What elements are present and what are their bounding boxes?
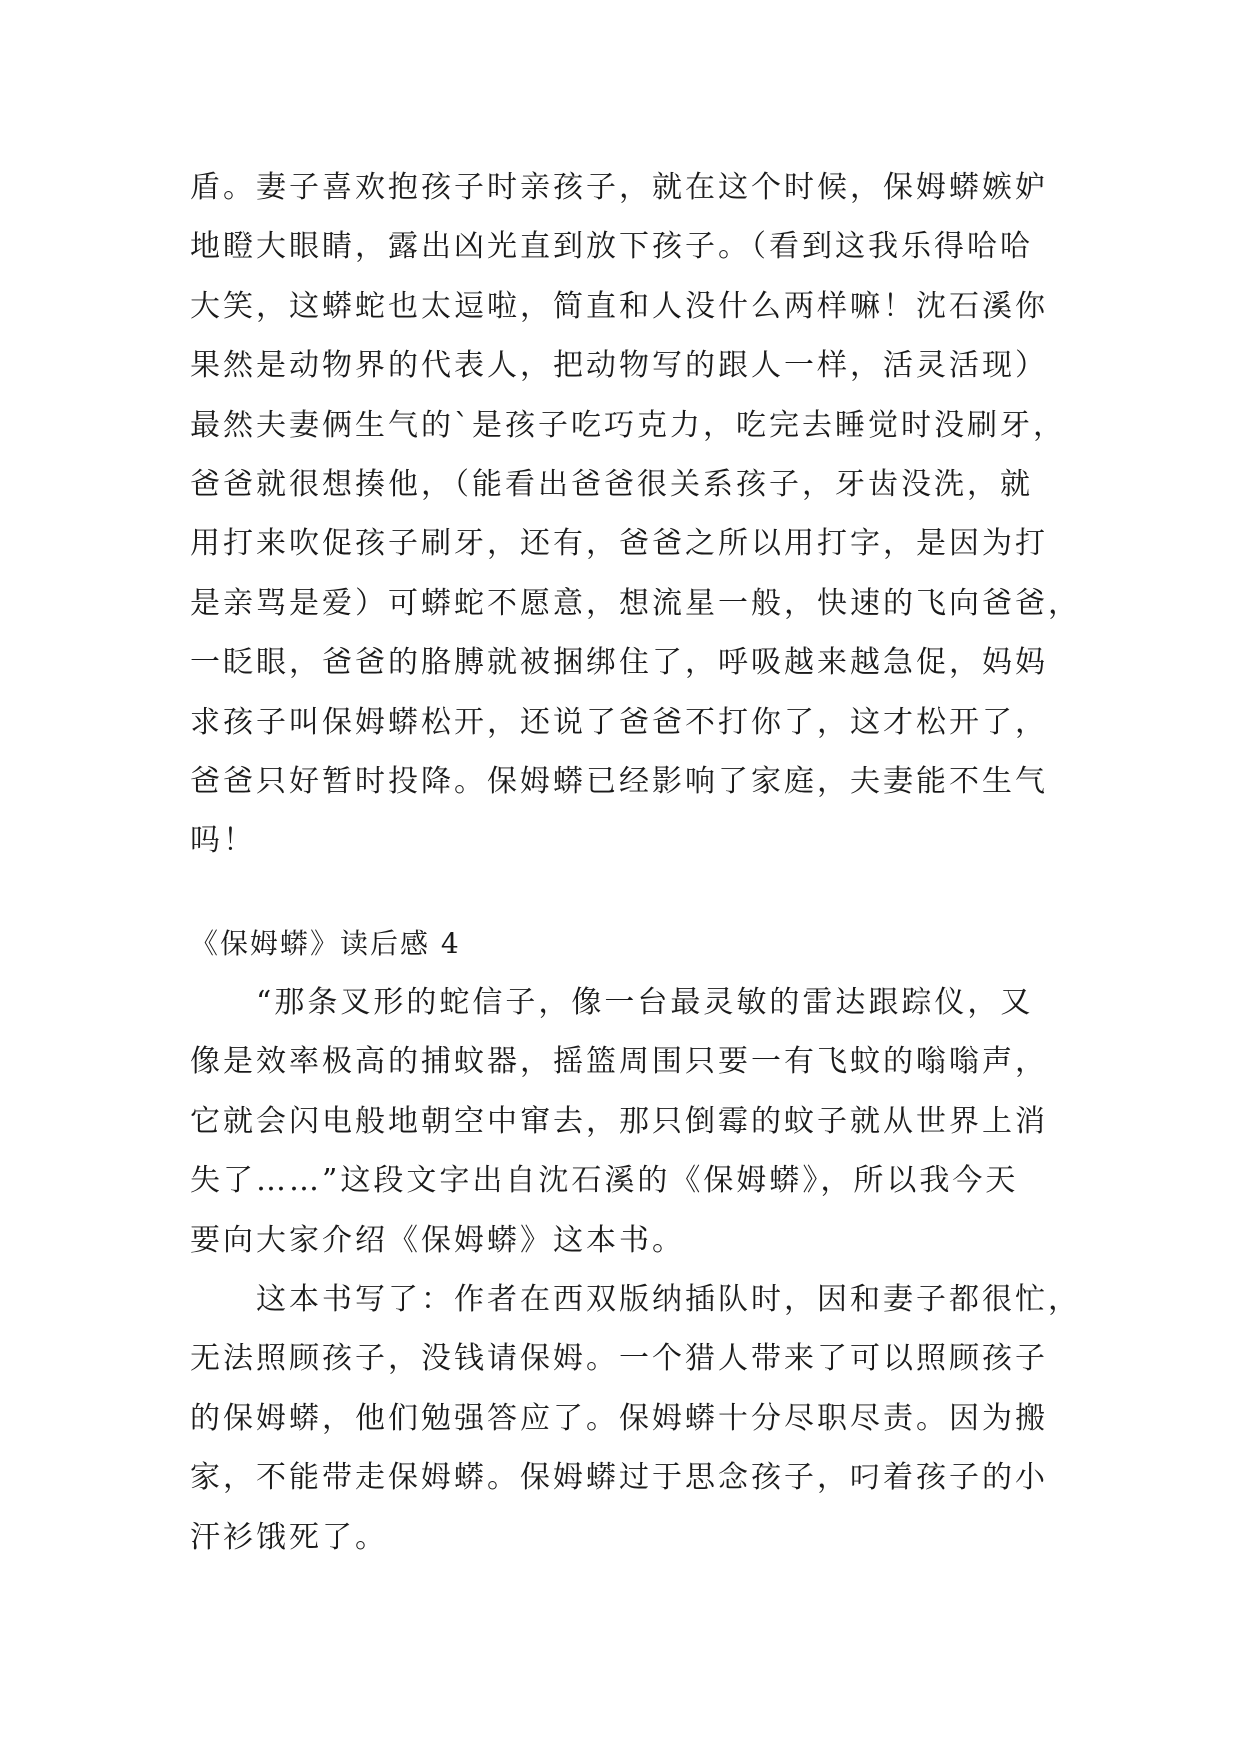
text-line: 最然夫妻俩生气的`是孩子吃巧克力，吃完去睡觉时没刷牙， (190, 407, 1066, 443)
text-line: 汗衫饿死了。 (190, 1519, 388, 1555)
text-line: 爸爸只好暂时投降。保姆蟒已经影响了家庭，夫妻能不生气 (190, 763, 1048, 799)
text-line: 求孩子叫保姆蟒松开，还说了爸爸不打你了，这才松开了， (190, 704, 1048, 740)
text-line: 爸爸就很想揍他，（能看出爸爸很关系孩子，牙齿没洗，就 (190, 466, 1033, 502)
paragraph-first-line: “那条叉形的蛇信子，像一台最灵敏的雷达跟踪仪，又 (256, 985, 1034, 1020)
text-line: 用打来吹促孩子刷牙，还有，爸爸之所以用打字，是因为打 (190, 526, 1048, 562)
text-line: 像是效率极高的捕蚊器，摇篮周围只要一有飞蚊的嗡嗡声， (190, 1044, 1048, 1080)
text-line: 的保姆蟒，他们勉强答应了。保姆蟒十分尽职尽责。因为搬 (190, 1400, 1048, 1436)
text-line: 要向大家介绍《保姆蟒》这本书。 (190, 1222, 685, 1258)
continued-paragraph (190, 158, 1081, 871)
body-paragraphs (190, 973, 1081, 1567)
section-title: 《保姆蟒》读后感 4 (190, 927, 461, 960)
text-line: 果然是动物界的代表人，把动物写的跟人一样，活灵活现） (190, 348, 1048, 384)
text-line: 一眨眼，爸爸的胳膊就被捆绑住了，呼吸越来越急促，妈妈 (190, 645, 1048, 681)
paragraph-first-line: 这本书写了：作者在西双版纳插队时，因和妻子都很忙， (256, 1281, 1081, 1317)
text-line: 它就会闪电般地朝空中窜去，那只倒霉的蚊子就从世界上消 (190, 1103, 1048, 1139)
text-line: 失了……”这段文字出自沈石溪的《保姆蟒》，所以我今天 (190, 1163, 1019, 1199)
text-line: 盾。妻子喜欢抱孩子时亲孩子，就在这个时候，保姆蟒嫉妒 (190, 170, 1048, 205)
section-title-block (190, 914, 1050, 973)
text-line: 家，不能带走保姆蟒。保姆蟒过于思念孩子，叼着孩子的小 (190, 1460, 1048, 1496)
text-line: 大笑，这蟒蛇也太逗啦，简直和人没什么两样嘛！沈石溪你 (190, 288, 1048, 324)
text-line: 无法照顾孩子，没钱请保姆。一个猎人带来了可以照顾孩子 (190, 1341, 1048, 1377)
text-line: 是亲骂是爱）可蟒蛇不愿意，想流星一般，快速的飞向爸爸， (190, 585, 1081, 621)
text-line: 地瞪大眼睛，露出凶光直到放下孩子。（看到这我乐得哈哈 (190, 229, 1033, 265)
text-line: 吗！ (190, 823, 256, 859)
